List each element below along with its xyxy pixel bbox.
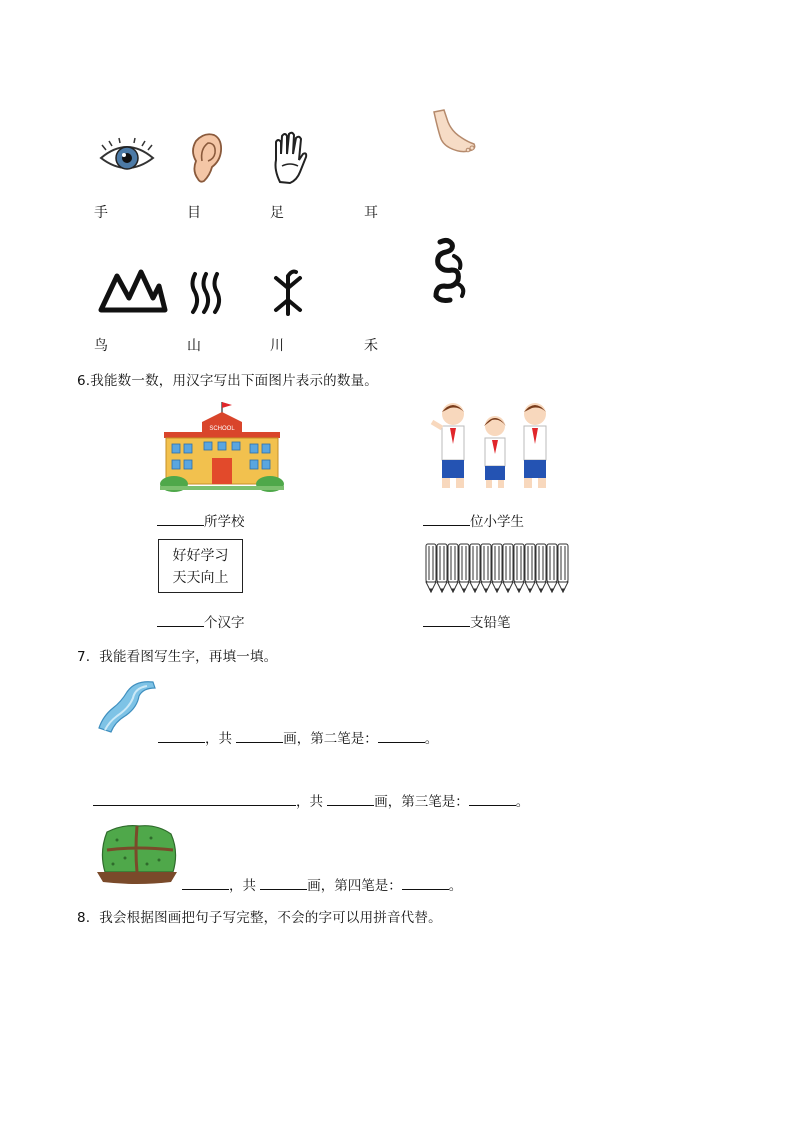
answer-blank[interactable] — [236, 728, 283, 743]
q6-item-school-suffix: 所学校 — [204, 514, 245, 530]
label-2-1: 鸟 — [94, 338, 108, 354]
students-picture — [428, 398, 560, 494]
question-7-prompt: 我能看图写生字，再填一填。 — [99, 649, 278, 665]
hand-picture — [270, 130, 310, 186]
q6-item-students — [423, 510, 524, 530]
question-8-prompt: 我会根据图画把句子写完整，不会的字可以用拼音代替。 — [99, 910, 442, 926]
q7-row-3-end: 。 — [448, 878, 463, 894]
label-2-4: 禾 — [364, 338, 378, 354]
answer-blank[interactable] — [157, 612, 204, 627]
river-glyph-picture — [186, 270, 226, 316]
grain-glyph-picture — [270, 266, 306, 318]
label-2-2: 山 — [187, 338, 201, 354]
q6-item-pencils-suffix: 支铅笔 — [470, 615, 511, 631]
eye-picture — [98, 136, 156, 180]
box-line-2: 天天向上 — [172, 570, 229, 586]
box-line-1: 好好学习 — [172, 548, 229, 564]
answer-blank[interactable] — [158, 728, 205, 743]
question-6-prompt: 我能数一数，用汉字写出下面图片表示的数量。 — [90, 373, 378, 389]
question-7 — [77, 645, 277, 665]
mountain-glyph-picture — [97, 268, 169, 316]
q7-row-2-end: 。 — [515, 794, 530, 810]
q6-item-characters — [157, 611, 245, 631]
label-1-1: 手 — [94, 205, 108, 221]
label-1-3: 足 — [270, 205, 284, 221]
q7-row-2 — [93, 790, 529, 810]
question-7-number: 7. — [77, 649, 91, 665]
answer-blank[interactable] — [402, 875, 449, 890]
q6-item-students-suffix: 位小学生 — [470, 514, 524, 530]
question-6-number: 6. — [77, 373, 91, 389]
q6-item-characters-suffix: 个汉字 — [204, 615, 245, 631]
answer-blank[interactable] — [423, 612, 470, 627]
label-2-3: 川 — [270, 338, 284, 354]
bird-glyph-picture — [428, 236, 470, 306]
q7-row-2-text-a: ，共 — [296, 794, 323, 810]
q6-item-school — [157, 510, 245, 530]
q7-row-1-text-b: 画，第二笔是： — [283, 731, 378, 747]
student-1 — [432, 403, 464, 488]
question-6 — [77, 369, 378, 389]
student-2 — [484, 416, 506, 488]
answer-blank[interactable] — [93, 791, 296, 806]
characters-box — [158, 539, 243, 593]
q6-item-pencils — [423, 611, 511, 631]
label-1-2: 目 — [187, 205, 201, 221]
answer-blank[interactable] — [469, 791, 516, 806]
answer-blank[interactable] — [157, 511, 204, 526]
student-3 — [524, 403, 546, 488]
foot-picture — [428, 108, 478, 156]
q7-row-3 — [182, 874, 462, 894]
q7-row-1-end: 。 — [424, 731, 439, 747]
q7-row-2-text-b: 画，第三笔是： — [374, 794, 469, 810]
pencils-picture — [424, 540, 572, 596]
answer-blank[interactable] — [260, 875, 307, 890]
q7-row-1-text-a: ，共 — [205, 731, 232, 747]
school-sign-text: SCHOOL — [209, 426, 235, 432]
q7-row-1 — [158, 727, 438, 747]
question-8 — [77, 906, 442, 926]
school-picture — [160, 400, 284, 492]
river-picture — [95, 678, 157, 736]
answer-blank[interactable] — [327, 791, 374, 806]
q7-row-3-text-b: 画，第四笔是： — [307, 878, 402, 894]
answer-blank[interactable] — [378, 728, 425, 743]
answer-blank[interactable] — [182, 875, 229, 890]
ear-picture — [188, 131, 224, 185]
answer-blank[interactable] — [423, 511, 470, 526]
label-1-4: 耳 — [364, 205, 378, 221]
q7-row-3-text-a: ，共 — [229, 878, 256, 894]
field-picture — [95, 822, 179, 886]
question-8-number: 8. — [77, 910, 91, 926]
